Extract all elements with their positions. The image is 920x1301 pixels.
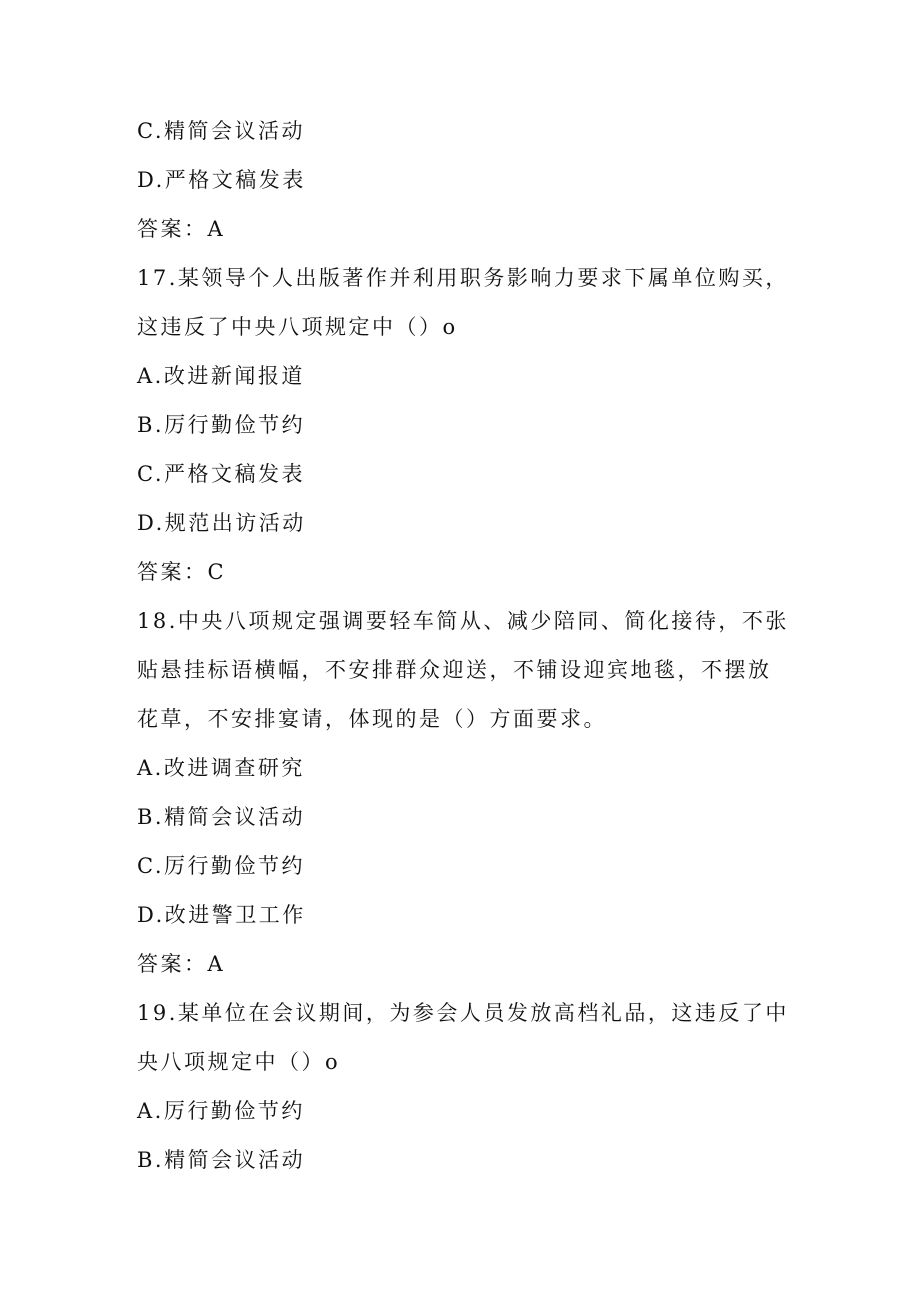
document-text [137,107,787,1185]
option-a-q18: A.改进调查研究 [137,756,305,780]
option-d-q16: D.严格文稿发表 [137,168,306,192]
option-a-q19: A.厉行勤俭节约 [137,1099,305,1123]
option-c-q16: C.精简会议活动 [137,119,305,143]
option-b-q18: B.精简会议活动 [137,805,306,829]
question-18-line-2: 贴悬挂标语横幅，不安排群众迎送，不铺设迎宾地毯，不摆放 [137,658,772,682]
option-d-q18: D.改进警卫工作 [137,903,306,927]
option-c-q18: C.厉行勤俭节约 [137,854,305,878]
option-b-q17: B.厉行勤俭节约 [137,413,306,437]
option-a-q17: A.改进新闻报道 [137,364,305,388]
answer-q16: 答案：A [137,217,226,241]
option-c-q17: C.严格文稿发表 [137,462,305,486]
answer-q18: 答案：A [137,952,226,976]
answer-q17: 答案：C [137,560,227,584]
question-17-line-2: 这违反了中央八项规定中（）o [137,315,458,339]
question-17-line-1: 17.某领导个人出版著作并利用职务影响力要求下属单位购买， [137,266,789,290]
question-19-line-2: 央八项规定中（）o [137,1050,341,1074]
question-18-line-3: 花草，不安排宴请，体现的是（）方面要求。 [137,707,607,731]
question-18-line-1: 18.中央八项规定强调要轻车简从、减少陪同、简化接待，不张 [137,609,789,633]
option-b-q19: B.精简会议活动 [137,1148,306,1172]
question-19-line-1: 19.某单位在会议期间，为参会人员发放高档礼品，这违反了中 [137,1001,789,1025]
option-d-q17: D.规范出访活动 [137,511,306,535]
